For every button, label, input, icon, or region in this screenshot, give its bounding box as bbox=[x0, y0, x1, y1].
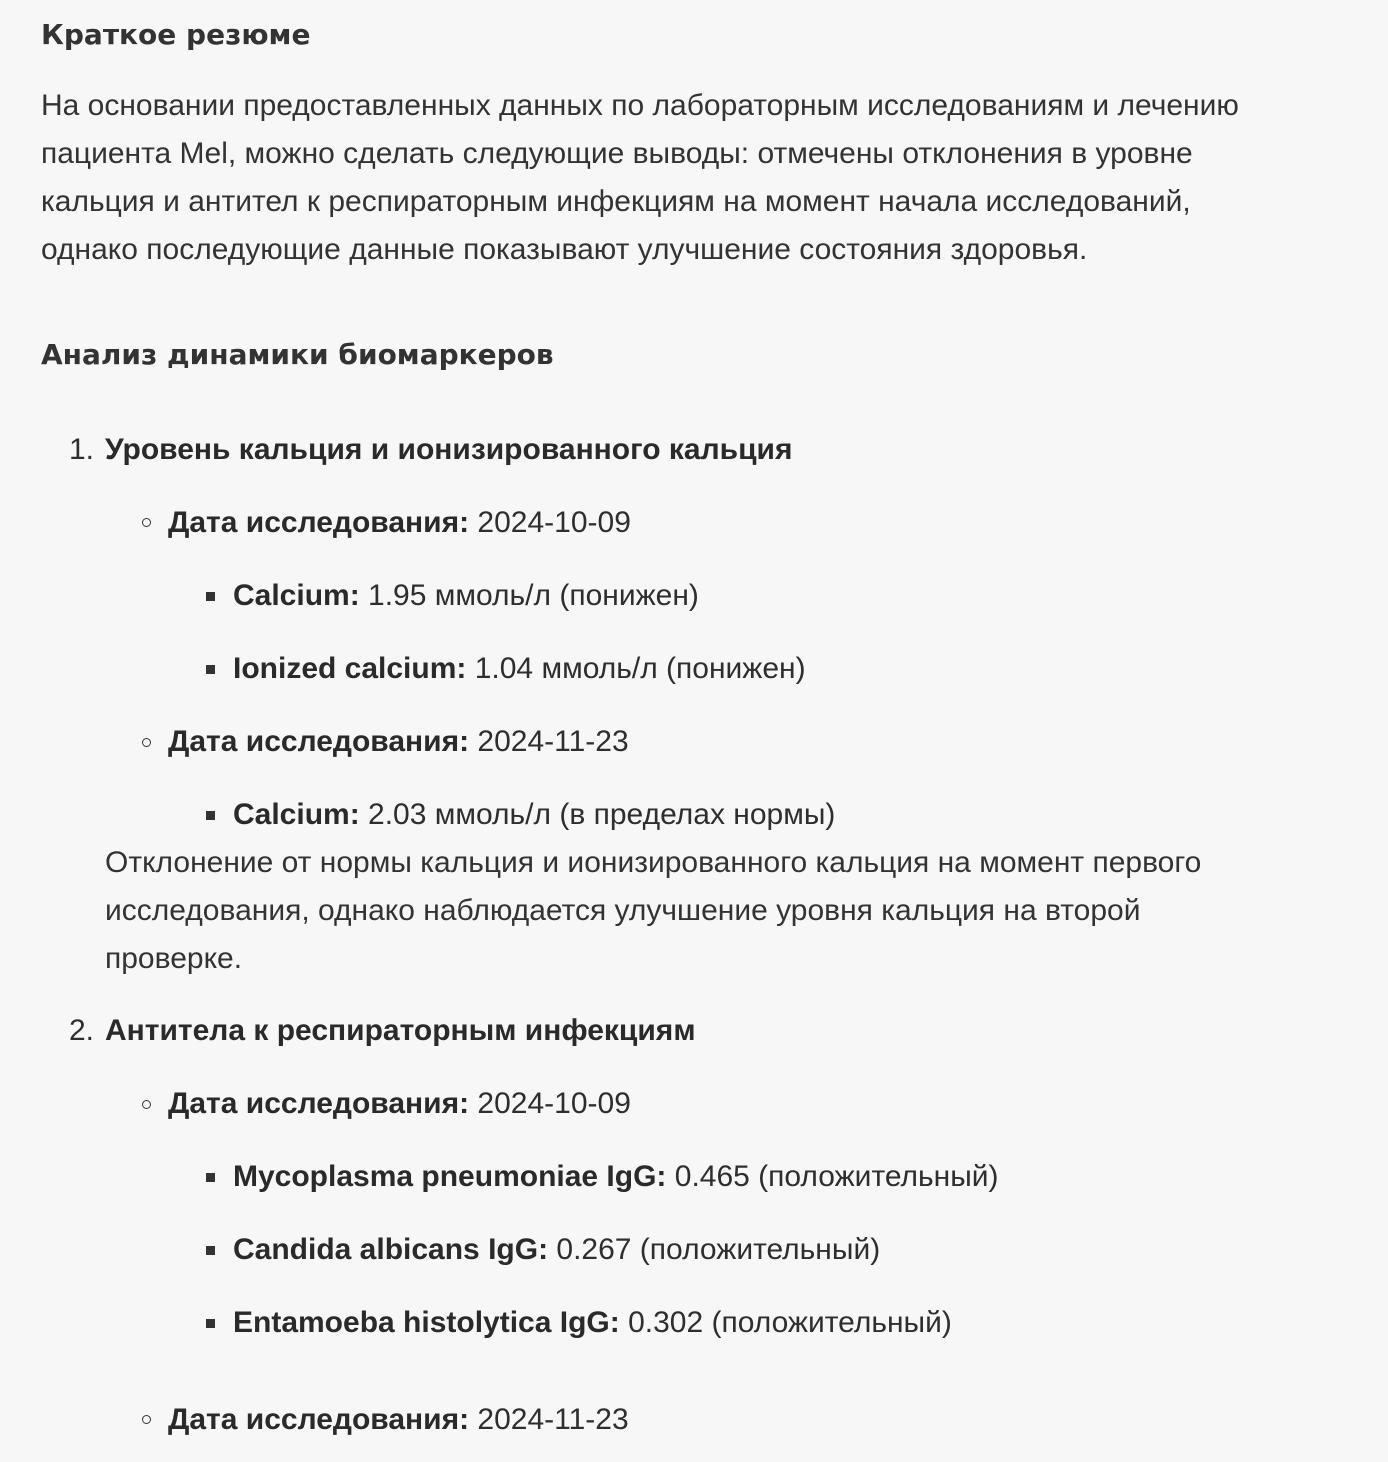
biomarker-item bbox=[233, 576, 699, 616]
biomarker-item bbox=[233, 1303, 952, 1343]
circle-bullet-icon bbox=[142, 518, 151, 527]
study-date bbox=[168, 1084, 631, 1124]
biomarker-item bbox=[233, 649, 806, 689]
study-date-value: 2024-10-09 bbox=[469, 1087, 631, 1120]
circle-bullet-icon bbox=[142, 1100, 151, 1109]
summary-heading: Краткое резюме bbox=[41, 18, 311, 51]
summary-line: пациента Mel, можно сделать следующие выводы: отмечены отклонения в уровне bbox=[41, 137, 1193, 170]
study-date-value: 2024-11-23 bbox=[469, 725, 629, 758]
note-line: проверке. bbox=[105, 942, 243, 975]
biomarker-value: 0.465 (положительный) bbox=[666, 1160, 999, 1193]
study-date-label: Дата исследования: bbox=[168, 1087, 470, 1120]
section-title-text: Антитела к респираторным инфекциям bbox=[105, 1014, 696, 1047]
square-bullet-icon bbox=[206, 1246, 215, 1255]
square-bullet-icon bbox=[206, 1173, 215, 1182]
biomarker-value: 1.04 ммоль/л (понижен) bbox=[466, 652, 806, 685]
section-number: 1. bbox=[69, 433, 95, 466]
summary-line: однако последующие данные показывают улучшение состояния здоровья. bbox=[41, 233, 1088, 266]
square-bullet-icon bbox=[206, 592, 215, 601]
biomarker-item bbox=[233, 795, 835, 835]
biomarker-name: Calcium: bbox=[233, 798, 360, 831]
summary-line: кальция и антител к респираторным инфекциям на момент начала исследований, bbox=[41, 185, 1191, 218]
square-bullet-icon bbox=[206, 1319, 215, 1328]
section-title bbox=[105, 430, 792, 470]
circle-bullet-icon bbox=[142, 738, 151, 747]
study-date bbox=[168, 503, 631, 543]
biomarker-name: Ionized calcium: bbox=[233, 652, 467, 685]
study-date-label: Дата исследования: bbox=[168, 1403, 470, 1436]
analysis-heading: Анализ динамики биомаркеров bbox=[41, 338, 554, 371]
biomarker-item bbox=[233, 1230, 880, 1270]
biomarker-name: Mycoplasma pneumoniae IgG: bbox=[233, 1160, 667, 1193]
biomarker-item bbox=[233, 1157, 999, 1197]
section-number: 2. bbox=[69, 1014, 95, 1047]
square-bullet-icon bbox=[206, 665, 215, 674]
study-date bbox=[168, 722, 629, 762]
note-line: Отклонение от нормы кальция и ионизированного кальция на момент первого bbox=[105, 846, 1202, 879]
biomarker-name: Calcium: bbox=[233, 579, 360, 612]
summary-line: На основании предоставленных данных по лабораторным исследованиям и лечению bbox=[41, 89, 1239, 122]
study-date-label: Дата исследования: bbox=[168, 506, 470, 539]
section-title-text: Уровень кальция и ионизированного кальция bbox=[105, 433, 793, 466]
study-date bbox=[168, 1400, 629, 1440]
summary-paragraph bbox=[41, 82, 1371, 274]
note-line: исследования, однако наблюдается улучшение уровня кальция на второй bbox=[105, 894, 1141, 927]
section-title bbox=[105, 1011, 696, 1051]
biomarker-name: Candida albicans IgG: bbox=[233, 1233, 549, 1266]
study-date-value: 2024-11-23 bbox=[469, 1403, 629, 1436]
biomarker-value: 0.267 (положительный) bbox=[548, 1233, 881, 1266]
biomarker-value: 0.302 (положительный) bbox=[619, 1306, 952, 1339]
circle-bullet-icon bbox=[142, 1415, 151, 1424]
square-bullet-icon bbox=[206, 811, 215, 820]
section-note bbox=[105, 839, 1375, 983]
study-date-value: 2024-10-09 bbox=[469, 506, 631, 539]
biomarker-value: 2.03 ммоль/л (в пределах нормы) bbox=[359, 798, 836, 831]
biomarker-value: 1.95 ммоль/л (понижен) bbox=[359, 579, 699, 612]
biomarker-name: Entamoeba histolytica IgG: bbox=[233, 1306, 620, 1339]
study-date-label: Дата исследования: bbox=[168, 725, 470, 758]
